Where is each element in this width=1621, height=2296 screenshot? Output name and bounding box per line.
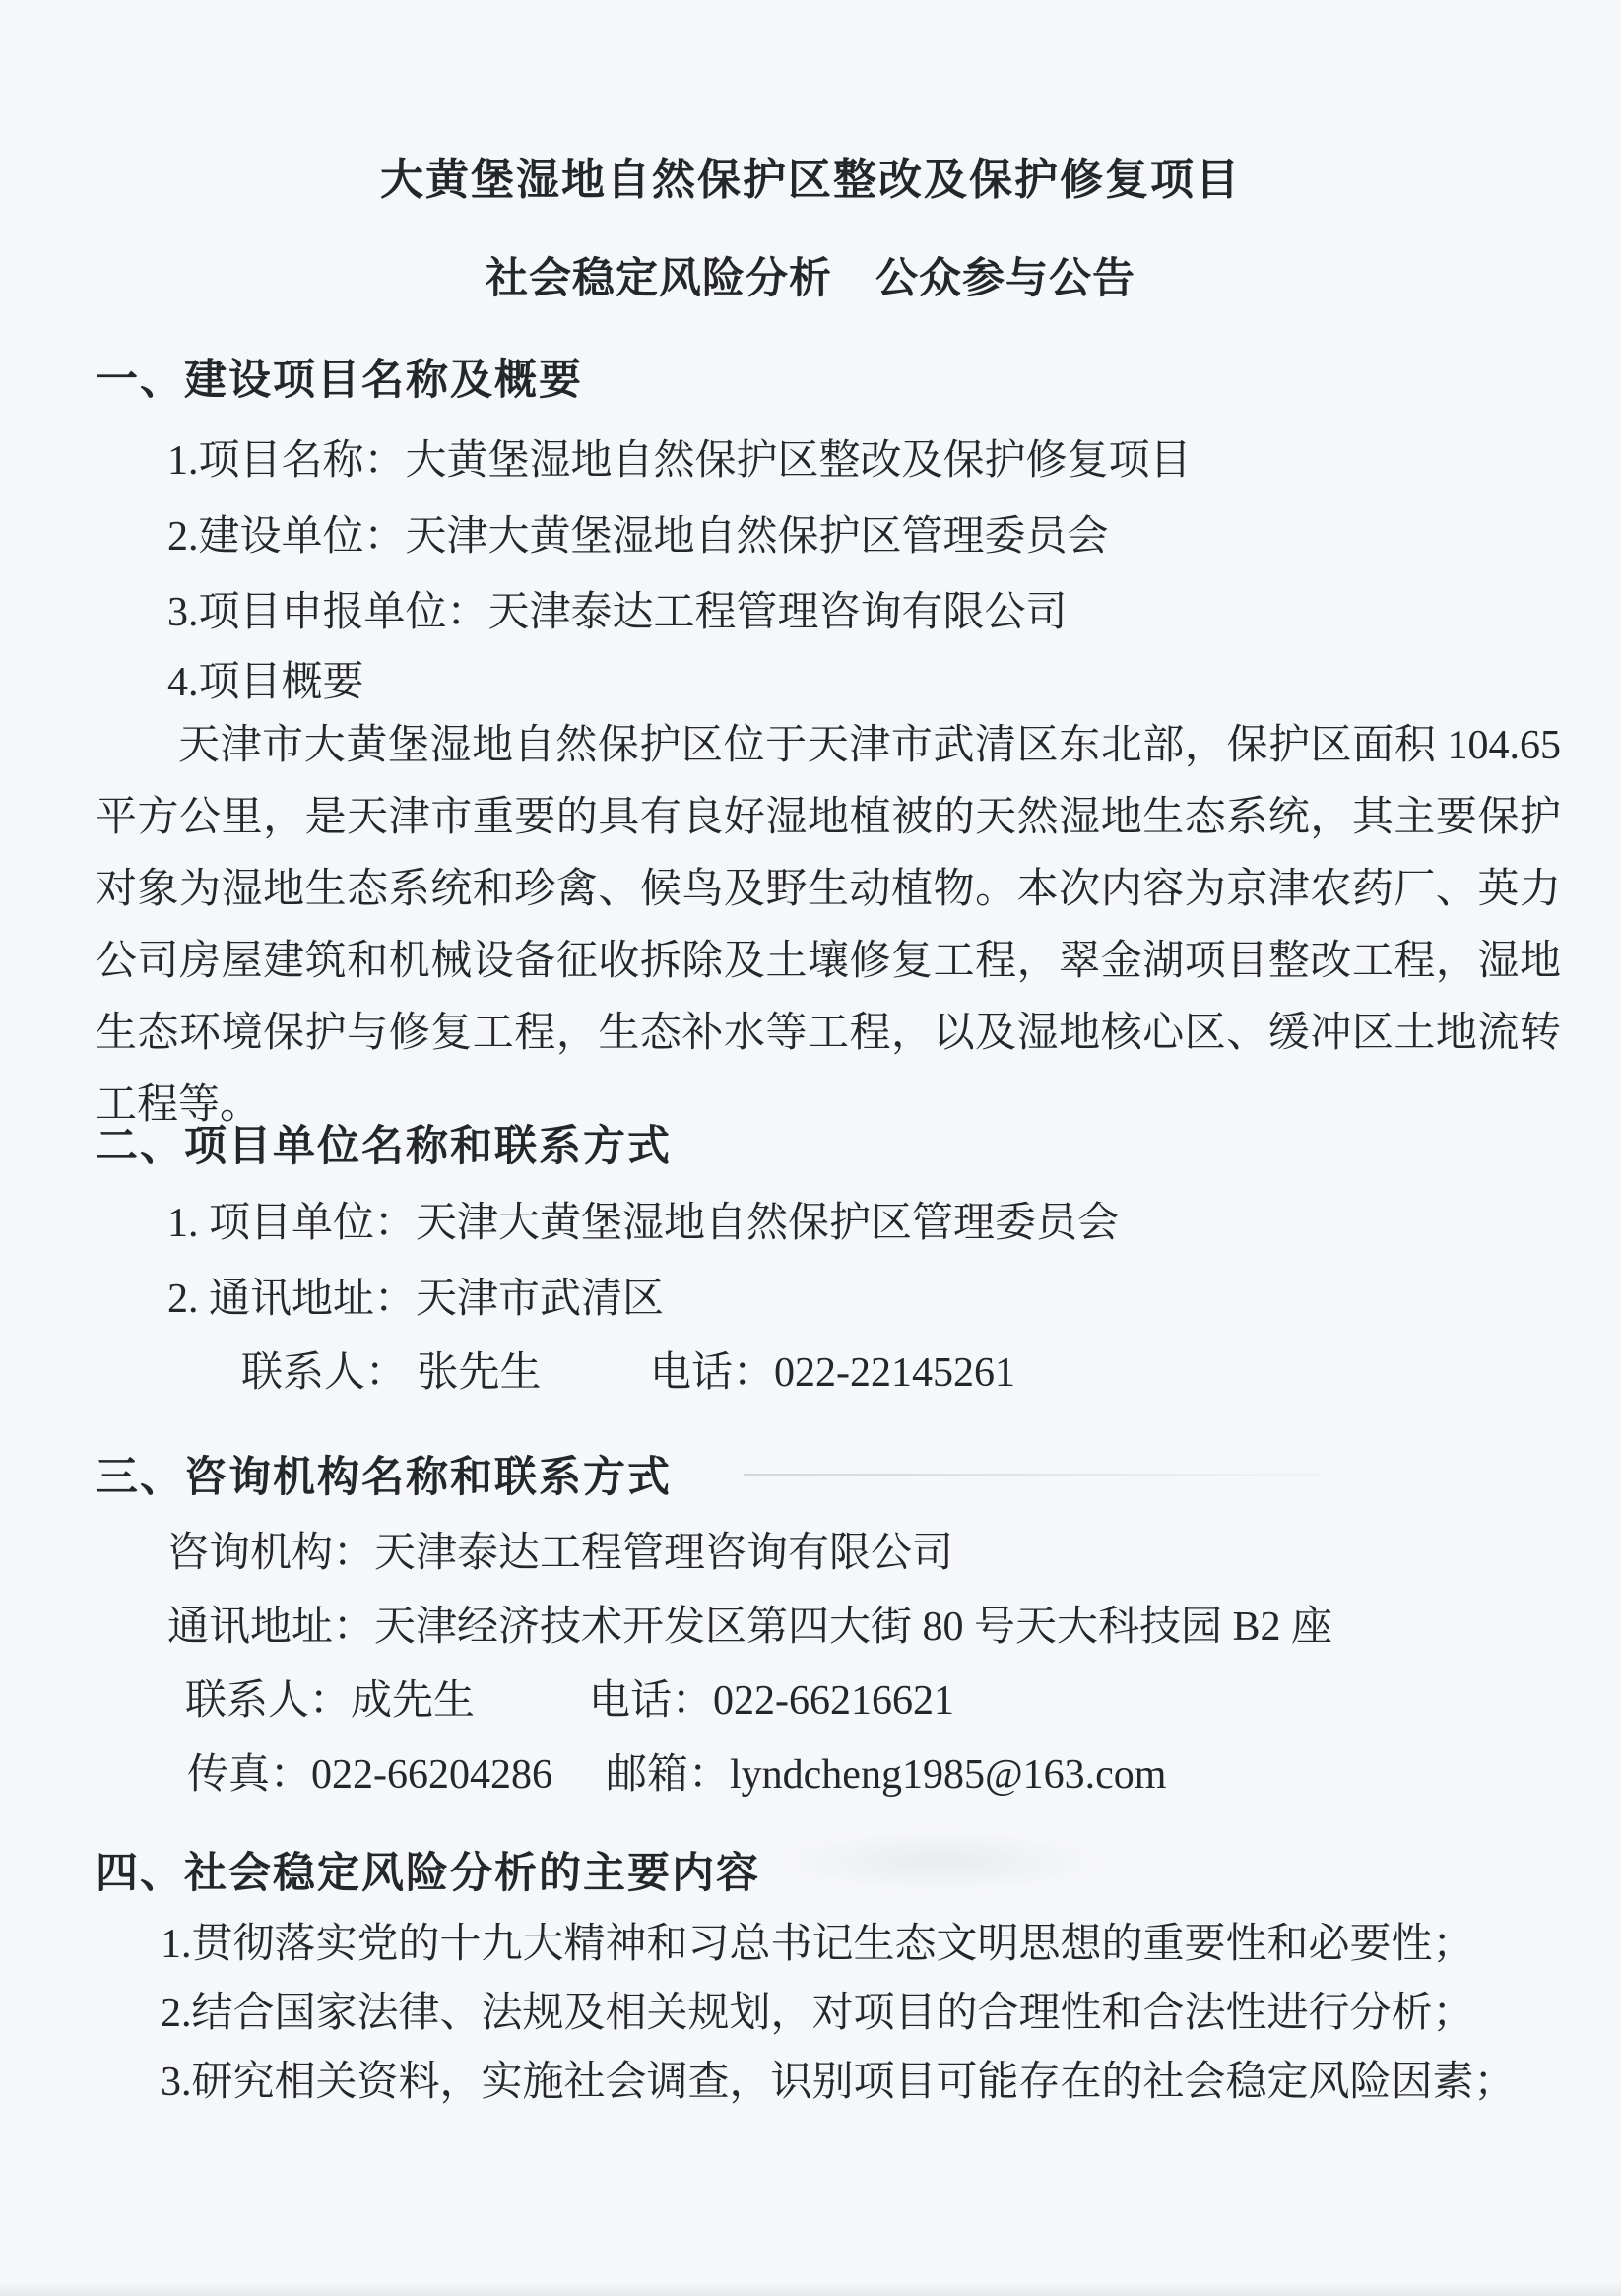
section1-heading: 一、建设项目名称及概要	[96, 357, 583, 404]
section2-heading: 二、项目单位名称和联系方式	[96, 1123, 672, 1170]
page-subtitle: 社会稳定风险分析 公众参与公告	[486, 256, 1135, 302]
section4-item-3: 3.研究相关资料，实施社会调查，识别项目可能存在的社会稳定风险因素；	[161, 2060, 1516, 2105]
section4-heading: 四、社会稳定风险分析的主要内容	[96, 1850, 760, 1897]
page-bottom-edge-shadow	[0, 2282, 1621, 2296]
section2-item-project-unit: 1. 项目单位：天津大黄堡湿地自然保护区管理委员会	[167, 1201, 1120, 1246]
section1-item-project-name: 1.项目名称：大黄堡湿地自然保护区整改及保护修复项目	[167, 438, 1192, 484]
section3-address: 通讯地址：天津经济技术开发区第四大街 80 号天大科技园 B2 座	[167, 1605, 1333, 1650]
section1-summary-paragraph: 天津市大黄堡湿地自然保护区位于天津市武清区东北部，保护区面积 104.65 平方公里，是天津市重要的具有良好湿地植被的天然湿地生态系统，其主要保护对象为湿地生态系统和珍禽、候鸟及野生动植物。本次内容为京津农药厂、英力公司房屋建筑和机械设备征收拆除及土壤修复工程，翠金湖项目整改工程，湿地生态环境保护与修复工程，生态补水等工程，以及湿地核心区、缓冲区土地流转工程等。	[96, 723, 1561, 1128]
section3-contact-phone: 电话：022-66216621	[589, 1678, 954, 1724]
scan-smudge-artifact	[778, 1830, 1103, 1893]
section1-item-construction-unit: 2.建设单位：天津大黄堡湿地自然保护区管理委员会	[167, 514, 1109, 559]
page-title: 大黄堡湿地自然保护区整改及保护修复项目	[380, 156, 1241, 204]
section1-item-declaring-unit: 3.项目申报单位：天津泰达工程管理咨询有限公司	[167, 590, 1068, 635]
section3-contact-name: 联系人：成先生	[185, 1678, 476, 1724]
section4-item-2: 2.结合国家法律、法规及相关规划，对项目的合理性和合法性进行分析；	[161, 1991, 1474, 2036]
section2-item-address: 2. 通讯地址：天津市武清区	[167, 1277, 665, 1322]
section3-agency: 咨询机构：天津泰达工程管理咨询有限公司	[167, 1531, 954, 1576]
section2-contact-name: 联系人： 张先生	[241, 1350, 542, 1396]
section3-fax: 传真：022-66204286	[187, 1752, 552, 1798]
section3-email: 邮箱：lyndcheng1985@163.com	[606, 1752, 1167, 1798]
section2-contact-phone: 电话：022-22145261	[650, 1350, 1015, 1396]
section3-heading: 三、咨询机构名称和联系方式	[96, 1454, 672, 1501]
section4-item-1: 1.贯彻落实党的十九大精神和习总书记生态文明思想的重要性和必要性；	[161, 1922, 1474, 1967]
section1-item-project-summary: 4.项目概要	[167, 660, 364, 705]
scan-artifact-line	[744, 1474, 1320, 1476]
